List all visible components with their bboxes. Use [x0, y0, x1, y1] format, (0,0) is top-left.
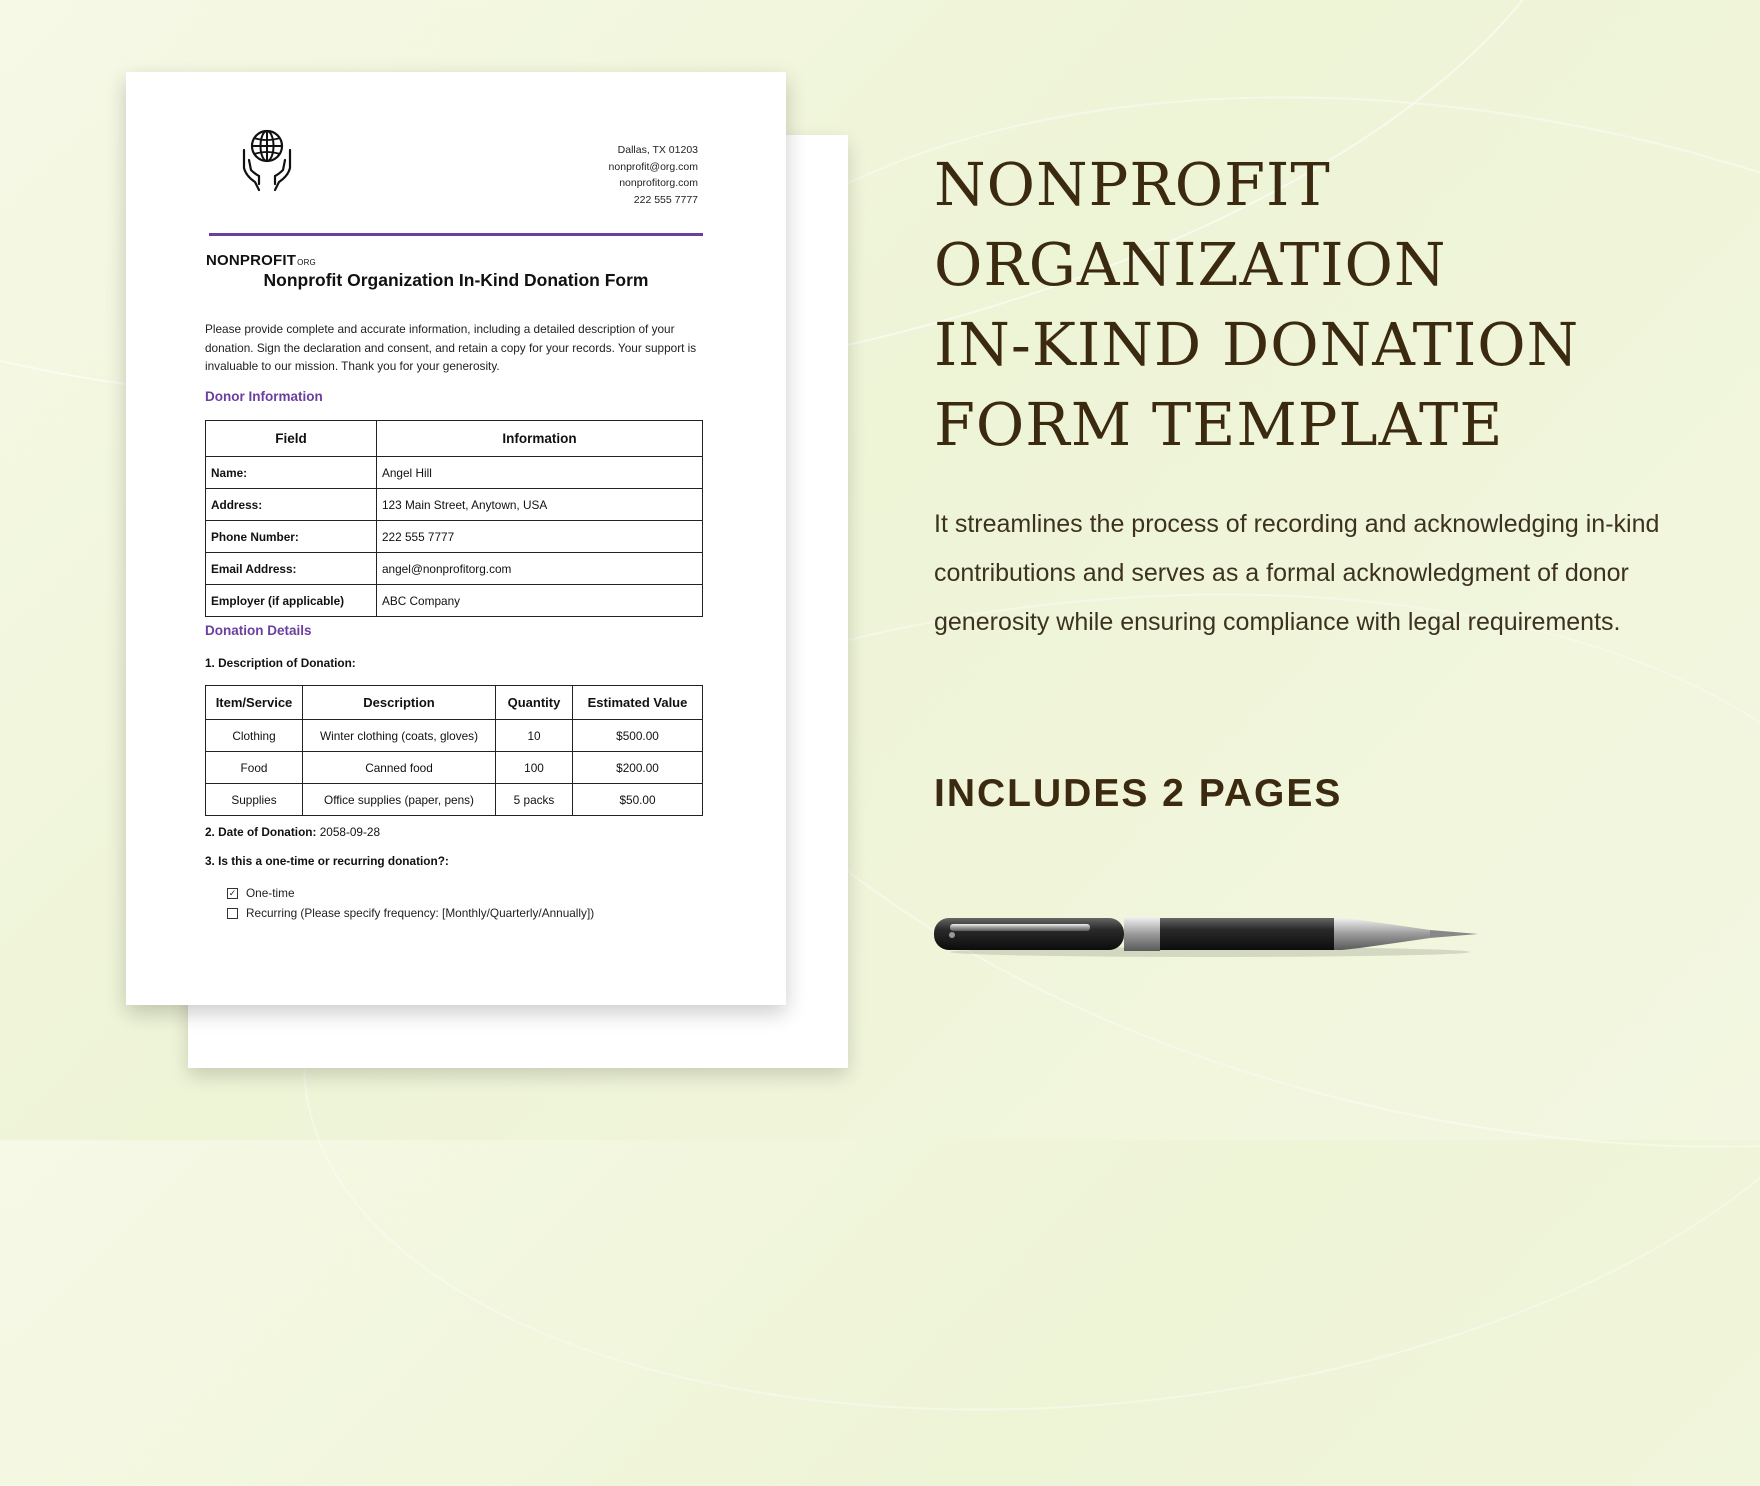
description-cell: Winter clothing (coats, gloves)	[303, 720, 496, 752]
intro-paragraph: Please provide complete and accurate information, including a detailed description of your donation. Sign the declaration and consent, and retain a copy for your records. Your support is invaluable to our mission. Thank you for your generosity.	[205, 322, 697, 373]
field-label: Name:	[206, 457, 377, 489]
table-row	[206, 585, 703, 617]
description-cell: Office supplies (paper, pens)	[303, 784, 496, 816]
date-label: 2. Date of Donation:	[205, 825, 317, 839]
option-one-time	[227, 886, 295, 900]
item-cell: Supplies	[206, 784, 303, 816]
title-line: IN-KIND DONATION	[934, 310, 1580, 379]
option-label: One-time	[246, 886, 295, 900]
checkbox-checked-icon: ✓	[228, 887, 237, 898]
quantity-cell: 5 packs	[496, 784, 573, 816]
quantity-cell: 10	[496, 720, 573, 752]
field-label: Employer (if applicable)	[206, 585, 377, 617]
column-header: Field	[206, 421, 377, 457]
field-value: ABC Company	[377, 585, 703, 617]
item-cell: Clothing	[206, 720, 303, 752]
table-row	[206, 752, 703, 784]
question-description: 1. Description of Donation:	[205, 656, 356, 670]
value-cell: $500.00	[573, 720, 703, 752]
item-cell: Food	[206, 752, 303, 784]
title-line: ORGANIZATION	[934, 230, 1447, 299]
field-value: Angel Hill	[377, 457, 703, 489]
title-line: NONPROFIT	[934, 150, 1331, 219]
contact-block	[609, 142, 698, 208]
contact-phone: 222 555 7777	[633, 193, 698, 206]
date-value: 2058-09-28	[319, 825, 381, 839]
checkbox-empty-icon	[227, 908, 238, 919]
document-title: Nonprofit Organization In-Kind Donation Form	[263, 270, 649, 290]
pen-icon	[930, 910, 1490, 960]
page-count-label: INCLUDES 2 PAGES	[934, 772, 1343, 815]
table-row	[206, 457, 703, 489]
field-label: Address:	[206, 489, 377, 521]
column-header: Quantity	[496, 686, 573, 720]
table-row	[206, 521, 703, 553]
donor-info-heading: Donor Information	[205, 389, 323, 404]
description-cell: Canned food	[303, 752, 496, 784]
field-value: 123 Main Street, Anytown, USA	[377, 489, 703, 521]
header-divider	[209, 233, 703, 236]
value-cell: $200.00	[573, 752, 703, 784]
column-header: Information	[377, 421, 703, 457]
globe-hands-icon	[239, 128, 295, 192]
logo-wordmark: NONPROFITORG	[206, 252, 316, 269]
table-row	[206, 553, 703, 585]
field-label: Email Address:	[206, 553, 377, 585]
table-row	[206, 489, 703, 521]
table-row	[206, 784, 703, 816]
column-header: Estimated Value	[573, 686, 703, 720]
product-title	[934, 145, 1694, 465]
quantity-cell: 100	[496, 752, 573, 784]
question-frequency: 3. Is this a one-time or recurring donation?:	[205, 854, 449, 868]
table-row	[206, 720, 703, 752]
field-value: 222 555 7777	[377, 521, 703, 553]
donation-items-table	[205, 685, 703, 816]
column-header: Description	[303, 686, 496, 720]
contact-email: nonprofit@org.com	[608, 160, 698, 173]
donor-info-table	[205, 420, 703, 617]
option-label: Recurring (Please specify frequency: [Monthly/Quarterly/Annually])	[246, 906, 595, 920]
contact-address: Dallas, TX 01203	[617, 144, 698, 156]
logo	[206, 128, 346, 269]
title-line: FORM TEMPLATE	[934, 390, 1504, 459]
option-recurring	[227, 906, 594, 920]
document-page-preview	[126, 72, 786, 1005]
column-header: Item/Service	[206, 686, 303, 720]
contact-website: nonprofitorg.com	[619, 177, 698, 189]
donation-details-heading: Donation Details	[205, 623, 312, 638]
product-description: It streamlines the process of recording and acknowledging in-kind contributions and serves as a formal acknowledgment of donor generosity while ensuring compliance with legal requirements.	[934, 510, 1660, 636]
field-label: Phone Number:	[206, 521, 377, 553]
value-cell: $50.00	[573, 784, 703, 816]
field-value: angel@nonprofitorg.com	[377, 553, 703, 585]
question-date	[205, 825, 380, 839]
